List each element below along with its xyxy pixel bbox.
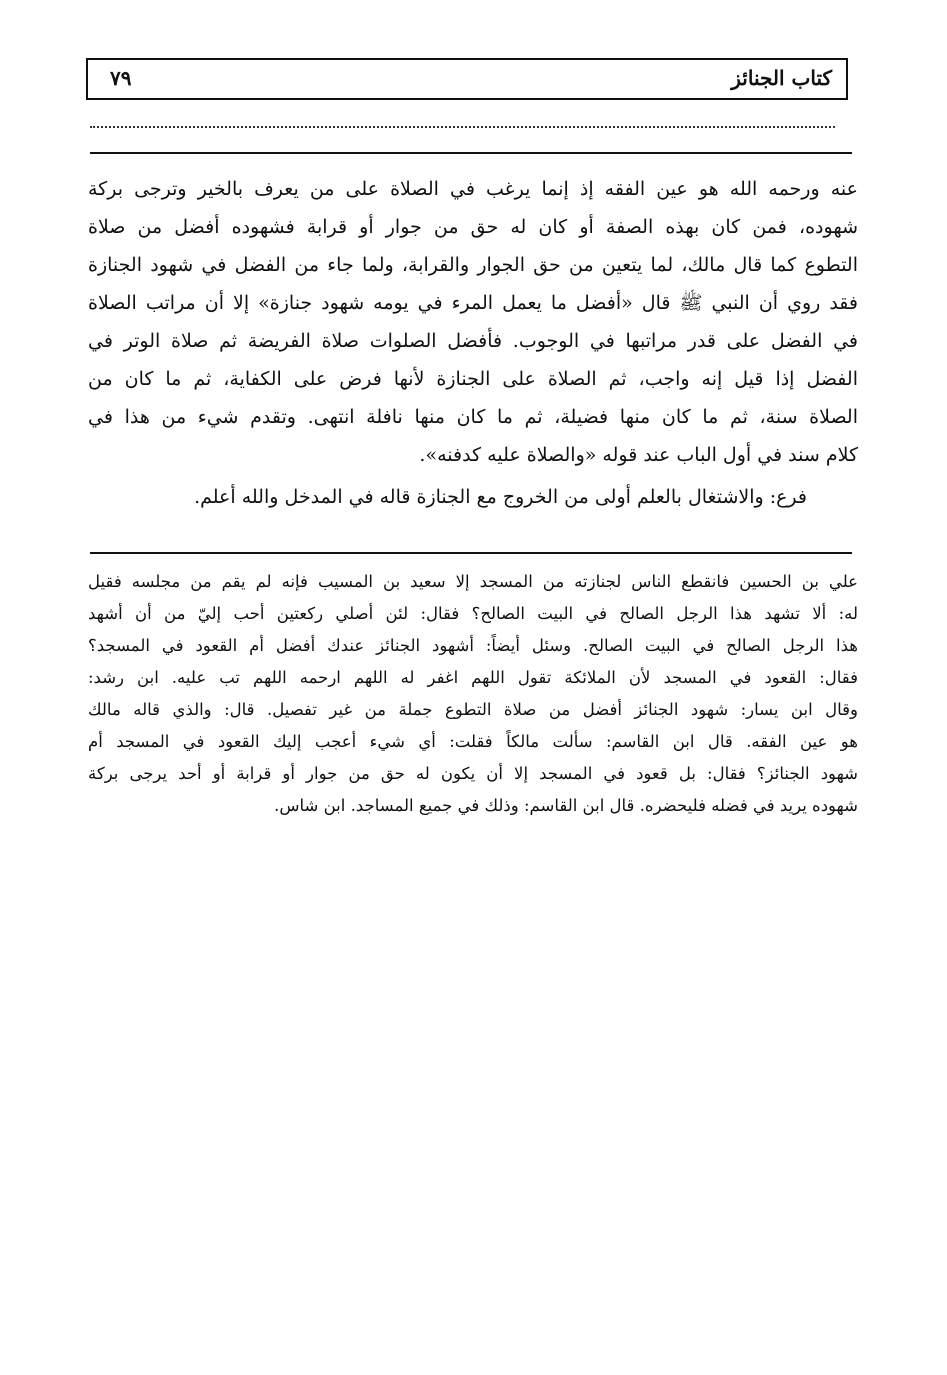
footnote-rule (90, 552, 852, 554)
dotted-separator (90, 126, 835, 128)
body-line: عنه ورحمه الله هو عين الفقه إذ إنما يرغب في الصلاة على من يعرف بالخير وترجى بركة (88, 178, 858, 200)
footnote-line: علي بن الحسين فانقطع الناس لجنازته من المسجد إلا سعيد بن المسيب فإنه لم يقم من مجلسه فقيل (88, 572, 858, 591)
footnote-line: له: ألا تشهد هذا الرجل الصالح في البيت الصالح؟ فقال: لئن أصلي ركعتين أحب إليّ من أن أشهد (88, 604, 858, 623)
footnote-line: شهوده يريد في فضله فليحضره. قال ابن القاسم: وذلك في جميع المساجد. ابن شاس. (274, 796, 858, 815)
body-line: الفضل إذا قيل إنه واجب، ثم الصلاة على الجنازة لأنها فرض على الكفاية، ثم ما كان من (88, 368, 858, 390)
top-rule (90, 152, 852, 154)
footnote-line: شهود الجنائز؟ فقال: بل قعود في المسجد إلا أن يكون له حق من جوار أو قرابة أو أحد يرجى بركة (88, 764, 858, 783)
footnote-line: هذا الرجل الصالح في البيت الصالح. وسئل أيضاً: أشهود الجنائز عندك أفضل أم القعود في المسجد؟ (88, 636, 858, 655)
body-line: في الفضل على قدر مراتبها في الوجوب. فأفضل الصلوات صلاة الفريضة ثم صلاة الوتر في (88, 330, 858, 352)
body-line: التطوع كما قال مالك، لما يتعين من حق الجوار والقرابة، ولما جاء من الفضل في شهود الجنازة (88, 254, 858, 276)
page-header (86, 58, 848, 100)
footnote-line: فقال: القعود في المسجد لأن الملائكة تقول اللهم اغفر له اللهم ارحمه اللهم تب عليه. ابن رشد: (88, 668, 858, 687)
footnote-line: وقال ابن يسار: شهود الجنائز أفضل من صلاة التطوع جملة من غير تفصيل. قال: والذي قاله مالك (88, 700, 858, 719)
footnote-body (88, 566, 858, 822)
footnote-line: هو عين الفقه. قال ابن القاسم: سألت مالكاً فقلت: أي شيء أعجب إليك القعود في المسجد أم (88, 732, 858, 751)
page-number: ٧٩ (110, 66, 132, 90)
body-line: كلام سند في أول الباب عند قوله «والصلاة عليه كدفنه». (419, 444, 858, 466)
branch-note: فرع: والاشتغال بالعلم أولى من الخروج مع الجنازة قاله في المدخل والله أعلم. (194, 486, 807, 508)
chapter-title: كتاب الجنائز (731, 66, 832, 90)
body-line: الصلاة سنة، ثم ما كان منها فضيلة، ثم ما كان منها نافلة انتهى. وتقدم شيء من هذا في (88, 406, 858, 428)
body-line: فقد روي أن النبي ﷺ قال «أفضل ما يعمل المرء في يومه شهود جنازة» إلا أن مراتب الصلاة (88, 292, 858, 314)
body-line: شهوده، فمن كان بهذه الصفة أو كان له حق من جوار أو قرابة فشهوده أفضل من صلاة (88, 216, 858, 238)
main-body (88, 170, 858, 474)
